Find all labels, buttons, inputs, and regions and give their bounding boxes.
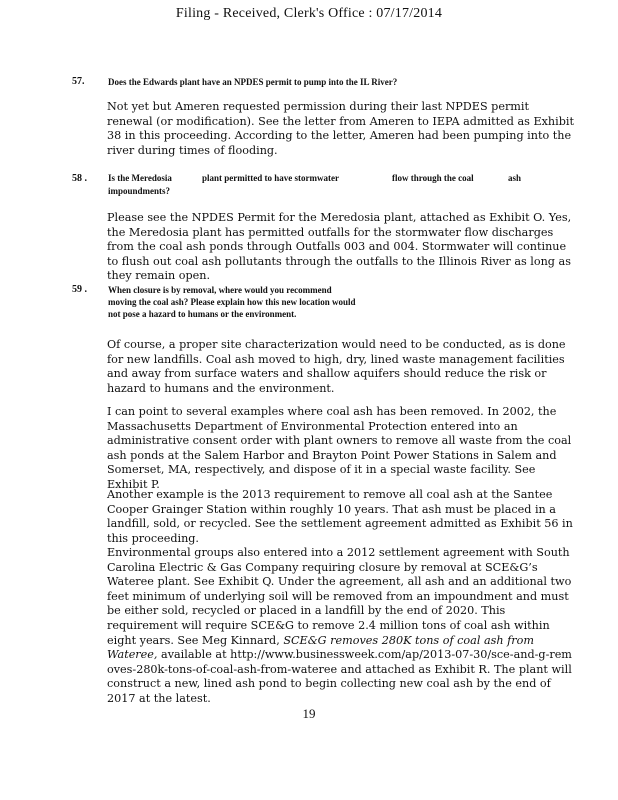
answer-paragraph	[107, 546, 577, 707]
answer-paragraph: Please see the NPDES Permit for the Meredosia plant, attached as Exhibit O. Yes, the Meredosia plant has permitted outfalls for the stormwater flow discharges from the coal ash ponds through Outfalls 003 and 004. Stormwater will continue to flush out coal ash pollutants through the outfalls to the Illinois River as long as they remain open.	[107, 211, 572, 283]
answer-text: available at	[157, 648, 231, 662]
question-text-part: Is the Meredosia	[108, 173, 172, 183]
question-text-part: plant permitted to have stormwater	[202, 173, 339, 183]
answer-paragraph: Of course, a proper site characterization would need to be conducted, as is done for new landfills. Coal ash moved to high, dry, lined waste management facilities and away from surface waters and shallow aquifers should reduce the risk or hazard to humans and the environment.	[107, 338, 566, 395]
question-number: 57.	[72, 76, 85, 87]
answer-57	[107, 100, 577, 158]
answer-59-paragraph-2	[107, 405, 577, 493]
question-text: When closure is by removal, where would you recommend moving the coal ash? Please explain how this new location would not pose a hazard to humans or the environment.	[108, 285, 356, 319]
answer-paragraph: Another example is the 2013 requirement to remove all coal ash at the Santee Cooper Grainger Station within roughly 10 years. That ash must be placed in a landfill, sold, or recycled. See the settlement agreement admitted as Exhibit 56 in this proceeding.	[107, 488, 573, 545]
article-title: SCE&G removes 280K tons of coal ash from Wateree,	[107, 633, 534, 662]
answer-text: Environmental groups also entered into a 2012 settlement agreement with South Carolina Electric & Gas Company requiring closure by removal at SCE&G’s Wateree plant. See Exhibit Q. Under the agreement, all ash and an additional two feet minimum of underlying soil will be removed from an impoundment and must be either sold, recycled or placed in a landfill by the end of 2020. This requirement will require SCE&G to remove 2.4 million tons of coal ash within eight years. See Meg Kinnard,	[107, 546, 572, 647]
answer-text: and attached as Exhibit R. The plant will construct a new, lined ash pond to begin collecting new coal ash by the end of 2017 at the latest.	[107, 662, 572, 705]
question-text-part: ash	[508, 173, 522, 183]
page-number: 19	[302, 706, 316, 721]
question-text: Does the Edwards plant have an NPDES permit to pump into the IL River?	[108, 77, 398, 87]
question-number: 59 .	[72, 284, 87, 295]
question-text-part: flow through the coal	[392, 173, 474, 183]
answer-59-paragraph-1	[107, 338, 577, 396]
answer-59-paragraph-4	[107, 546, 577, 707]
answer-59-paragraph-3	[107, 488, 577, 546]
question-text-line2: impoundments?	[108, 186, 171, 196]
question-number: 58 .	[72, 173, 87, 184]
answer-paragraph: Not yet but Ameren requested permission during their last NPDES permit renewal (or modification). See the letter from Ameren to IEPA admitted as Exhibit 38 in this proceeding. According to the letter, Ameren had been pumping into the river during times of flooding.	[107, 100, 574, 157]
filing-header: Filing - Received, Clerk's Office : 07/17/2014	[175, 6, 443, 21]
answer-58	[107, 211, 577, 284]
answer-paragraph: I can point to several examples where coal ash has been removed. In 2002, the Massachusetts Department of Environmental Protection entered into an administrative consent order with plant owners to remove all waste from the coal ash ponds at the Salem Harbor and Brayton Point Power Stations in Salem and Somerset, MA, respectively, and dispose of it in a special waste facility. See Exhibit P.	[107, 405, 572, 491]
article-url[interactable]: http://www.businessweek.com/ap/2013-07-30/sce-and-g-removes-280k-tons-of-coal-ash-from-wateree	[107, 648, 572, 676]
